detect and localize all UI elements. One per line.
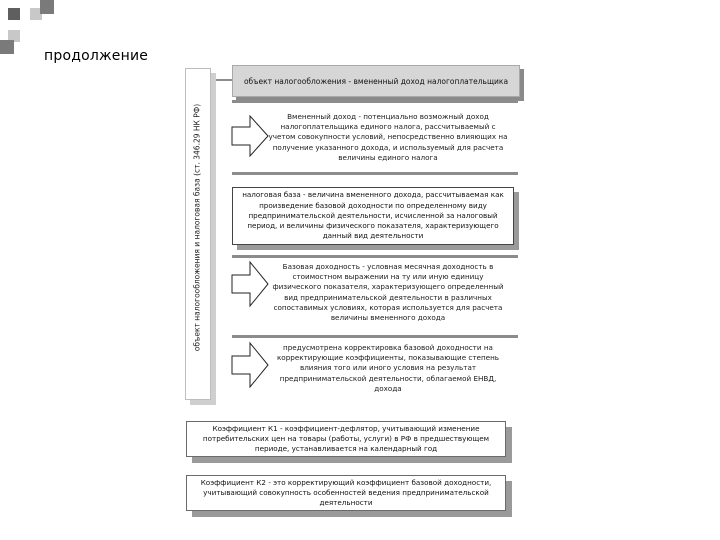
divider-2 [232,172,518,175]
box-coefficient-k2-text: Коэффициент К2 - это корректирующий коэффициент базовой доходности, учитывающий совокупность особенностей ведения предпринимательской деятельности [200,477,492,508]
block-imputed-income: Вмененный доход - потенциально возможный доход налогоплательщика единого налога, рассчитываемый с учетом совокупности условий, непосредственно влияющих на получение указанного дохода, и используемый для расчета величины единого налога [268,112,508,162]
top-box-object [232,65,520,97]
block-arrow-2 [232,262,268,306]
vertical-label: объект налогообложения и налоговая база (ст. 346.29 НК РФ) [192,103,202,352]
block-base-yield: Базовая доходность - условная месячная доходность в стоимостном выражении на ту или иную единицу физического показателя, характеризующего определенный вид предпринимательской деятельности в различных сопоставимых условиях, которая используется для расчета величины вмененного дохода [272,262,504,323]
box-coefficient-k2 [186,475,506,511]
block-tax-base-text: налоговая база - величина вмененного дохода, рассчитываемая как произведение базовой доходности по определенному виду предпринимательской деятельности, исчисленной за налоговый период, и величины физического показателя, характеризующего данный вид деятельности [242,190,504,241]
box-coefficient-k1-text: Коэффициент К1 - коэффициент-дефлятор, учитывающий изменение потребительских цен на товары (работы, услуги) в РФ в предшествующем периоде, устанавливается на календарный год [202,423,490,454]
divider-4 [232,335,518,338]
box-coefficient-k1 [186,421,506,457]
block-adjustment: предусмотрена корректировка базовой доходности на корректирующие коэффициенты, показывающие степень влияния того или иного условия на результат предпринимательской деятельности, облагаемой ЕНВД, дохода [276,343,500,393]
block-arrow-1 [232,116,268,156]
block-tax-base [232,187,514,245]
divider-3 [232,255,518,258]
slide-heading: продолжение [44,48,149,64]
block-arrow-3 [232,343,268,387]
divider-1 [232,100,518,103]
top-box-text: объект налогообложения - вмененный доход налогоплательщика [243,76,509,86]
